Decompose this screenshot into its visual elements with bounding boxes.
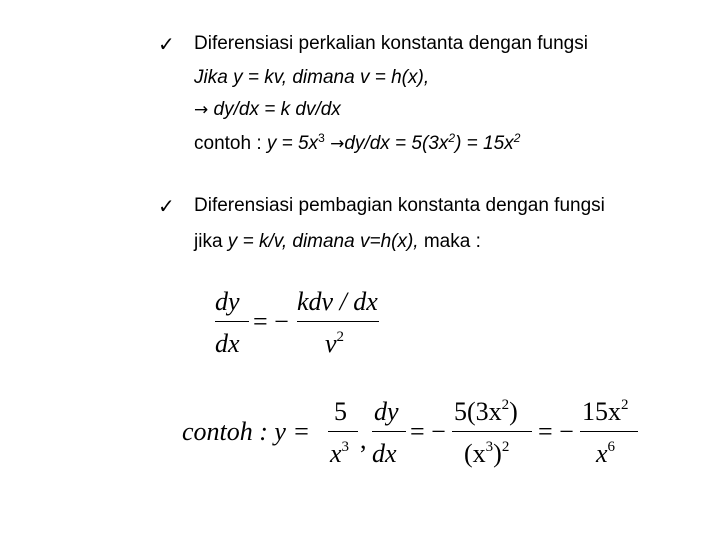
formula-equals: = − — [410, 417, 446, 446]
example-part: y = 5x — [266, 133, 319, 154]
fraction-denominator: $x^3$ — [330, 439, 350, 468]
formula-rhs-denominator: $v^2$ — [325, 329, 345, 358]
formula-prefix: contoh : y = — [182, 417, 311, 446]
bullet-line-part: maka : — [418, 231, 481, 252]
formula-equals: = − — [538, 417, 574, 446]
fraction-bar — [215, 321, 249, 322]
fraction-denominator: dx — [372, 439, 397, 468]
example-part: dy/dx = 5(3x — [344, 133, 449, 154]
fraction-numerator: $15x^2$ — [582, 397, 629, 426]
fraction-numerator: 5 — [334, 397, 347, 426]
bullet-title: Diferensiasi perkalian konstanta dengan fungsi — [194, 33, 588, 54]
bullet-title: Diferensiasi pembagian konstanta dengan fungsi — [194, 195, 605, 216]
formula-comma: , — [360, 425, 367, 454]
fraction-numerator: $5(3x^2)$ — [454, 397, 518, 426]
formula-equals: = − — [253, 307, 289, 336]
right-arrow-icon: → — [194, 100, 209, 120]
formula-rhs-numerator: kdv / dx — [297, 287, 378, 316]
formula-example — [182, 395, 652, 475]
exponent: 2 — [513, 131, 521, 145]
right-arrow-icon: → — [330, 134, 345, 154]
exponent: 3 — [318, 131, 325, 145]
fraction-bar — [452, 431, 532, 432]
bullet-line-text: dy/dx = k dv/dx — [213, 99, 341, 120]
bullet-line-part: y = k/v, dimana v=h(x), — [227, 231, 419, 252]
formula-lhs-numerator: dy — [215, 287, 240, 316]
bullet-perkalian — [158, 30, 678, 160]
bullet-line — [194, 230, 481, 254]
fraction-numerator: dy — [374, 397, 399, 426]
fraction-denominator: $x^6$ — [596, 439, 616, 468]
bullet-pembagian — [158, 192, 678, 256]
fraction-bar — [297, 321, 379, 322]
formula-quotient-rule — [205, 285, 395, 365]
fraction-bar — [328, 431, 358, 432]
bullet-line — [194, 98, 341, 122]
bullet-line-part: jika — [194, 231, 228, 252]
bullet-line: Jika y = kv, dimana v = h(x), — [194, 67, 430, 88]
example-line — [194, 132, 520, 156]
check-icon: ✓ — [158, 32, 175, 56]
fraction-denominator: $(x^3)^2$ — [464, 439, 510, 468]
example-part: ) = 15x — [455, 133, 514, 154]
formula-lhs-denominator: dx — [215, 329, 240, 358]
fraction-bar — [580, 431, 638, 432]
example-prefix: contoh : — [194, 133, 267, 154]
fraction-bar — [372, 431, 406, 432]
exponent: 2 — [448, 131, 456, 145]
check-icon: ✓ — [158, 194, 175, 218]
